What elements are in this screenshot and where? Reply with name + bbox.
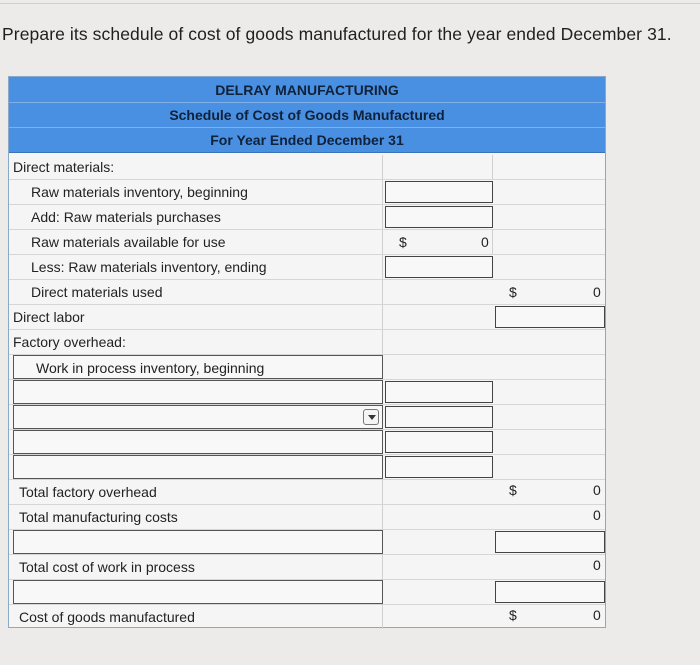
adjustment-item-input[interactable] [13, 530, 383, 554]
direct-labor-input[interactable] [495, 306, 605, 328]
row-direct-materials [9, 155, 605, 180]
total-overhead-value: 0 [593, 482, 601, 498]
schedule-header [9, 77, 605, 153]
schedule-period: For Year Ended December 31 [210, 132, 404, 148]
row-overhead-item [9, 405, 605, 430]
row-overhead-item [9, 455, 605, 480]
row-less-item [9, 580, 605, 605]
row-label: Total manufacturing costs [9, 505, 383, 529]
row-cogm [9, 605, 605, 627]
dollar-sign: $ [399, 234, 407, 250]
row-add-item [9, 530, 605, 555]
total-mfg-value: 0 [593, 507, 601, 523]
cogm-schedule [8, 76, 606, 628]
overhead-item-input[interactable] [13, 380, 383, 404]
row-label: Direct materials: [9, 155, 383, 179]
row-label: Total cost of work in process [9, 555, 383, 579]
row-rm-purchases [9, 205, 605, 230]
row-label: Raw materials available for use [9, 230, 383, 254]
overhead-amount-input[interactable] [385, 456, 493, 478]
adjustment-item-input[interactable] [13, 580, 383, 604]
row-label: Factory overhead: [9, 330, 383, 354]
total-wip-value: 0 [593, 557, 601, 573]
row-label: Direct materials used [9, 280, 383, 304]
row-label: Less: Raw materials inventory, ending [9, 255, 383, 279]
overhead-amount-input[interactable] [385, 381, 493, 403]
cogm-value: 0 [593, 607, 601, 623]
overhead-amount-input[interactable] [385, 406, 493, 428]
row-total-overhead [9, 480, 605, 505]
row-wip-beginning [9, 355, 605, 380]
dm-used-cell [493, 280, 605, 304]
total-wip-cell [493, 555, 605, 579]
row-direct-labor [9, 305, 605, 330]
row-dm-used [9, 280, 605, 305]
rm-available-value: 0 [481, 234, 489, 250]
overhead-item-input[interactable]: Work in process inventory, beginning [13, 355, 383, 379]
header-separator [9, 127, 605, 128]
amount-cell [383, 155, 493, 179]
row-overhead-item [9, 380, 605, 405]
dropdown-icon[interactable] [363, 409, 379, 425]
total-overhead-cell [493, 480, 605, 504]
row-label: Add: Raw materials purchases [9, 205, 383, 229]
rm-beginning-input[interactable] [385, 181, 493, 203]
row-overhead-item [9, 430, 605, 455]
row-rm-beginning [9, 180, 605, 205]
row-label: Total factory overhead [9, 480, 383, 504]
rm-purchases-input[interactable] [385, 206, 493, 228]
dollar-sign: $ [509, 284, 517, 300]
total-mfg-cell [493, 505, 605, 529]
cogm-cell [493, 605, 605, 629]
adjustment-amount-input[interactable] [495, 581, 605, 603]
header-separator [9, 102, 605, 103]
overhead-item-input[interactable] [13, 430, 383, 454]
overhead-amount-input[interactable] [385, 431, 493, 453]
rm-available-cell [383, 230, 493, 254]
row-rm-ending [9, 255, 605, 280]
schedule-title: Schedule of Cost of Goods Manufactured [169, 107, 445, 123]
row-label: Direct labor [9, 305, 383, 329]
adjustment-amount-input[interactable] [495, 531, 605, 553]
instruction-text: Prepare its schedule of cost of goods manufactured for the year ended December 31. [2, 24, 672, 44]
company-name: DELRAY MANUFACTURING [215, 82, 399, 98]
row-factory-overhead [9, 330, 605, 355]
dollar-sign: $ [509, 607, 517, 623]
dm-used-value: 0 [593, 284, 601, 300]
overhead-item-input[interactable] [13, 405, 383, 429]
top-divider [0, 3, 700, 4]
overhead-item-input[interactable] [13, 455, 383, 479]
row-total-mfg [9, 505, 605, 530]
row-total-wip [9, 555, 605, 580]
row-rm-available [9, 230, 605, 255]
row-label: Raw materials inventory, beginning [9, 180, 383, 204]
row-label: Cost of goods manufactured [9, 605, 383, 629]
rm-ending-input[interactable] [385, 256, 493, 278]
dollar-sign: $ [509, 482, 517, 498]
